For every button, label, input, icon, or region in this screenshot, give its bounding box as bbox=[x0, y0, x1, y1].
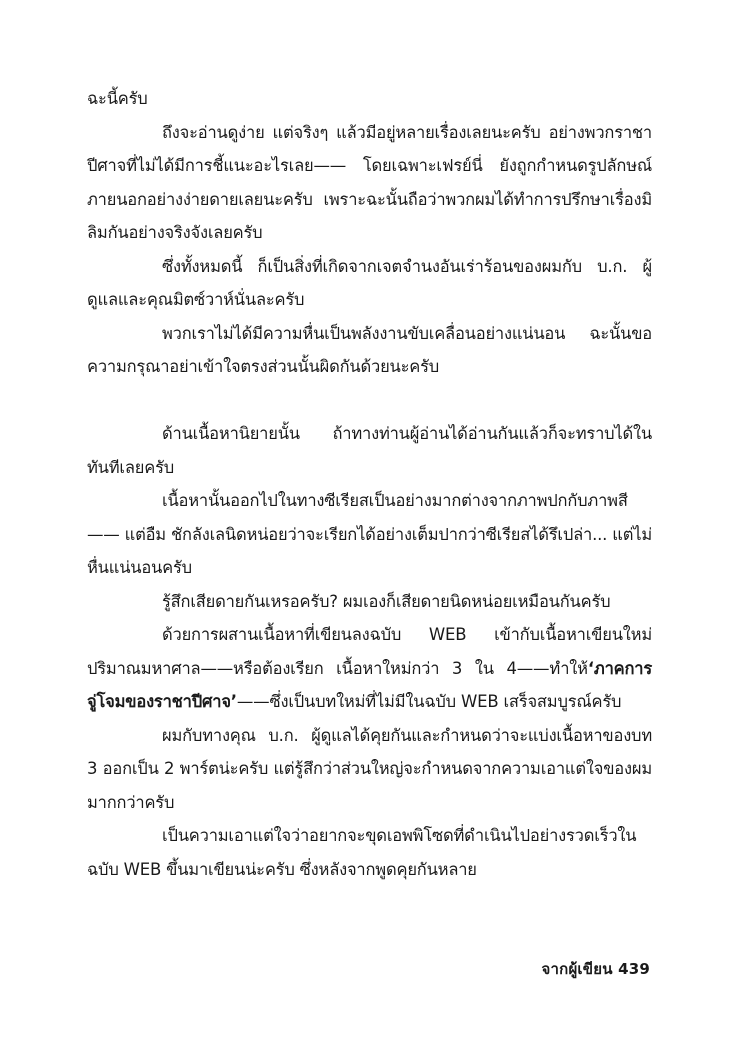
paragraph-part: ——ซึ่งเป็นบทใหม่ที่ไม่มีในฉบับ WEB เสร็จสมบูรณ์ครับ bbox=[236, 692, 622, 711]
paragraph: ฉะนี้ครับ bbox=[87, 89, 148, 108]
paragraph: เนื้อหานั้นออกไปในทางซีเรียสเป็นอย่างมากต่างจากภาพปกกับภาพสี—— แต่อืม ชักลังเลนิดหน่อยว่าจะเรียกได้อย่างเต็มปากว่าซีเรียสได้รึเปล่า... แต่ไม่หื่นแน่นอนครับ bbox=[87, 491, 652, 577]
paragraph: พวกเราไม่ได้มีความหื่นเป็นพลังงานขับเคลื่อนอย่างแน่นอน ฉะนั้นขอความกรุณาอย่าเข้าใจตรงส่วนนั้นผิดกันด้วยนะครับ bbox=[87, 323, 652, 376]
paragraph-with-title bbox=[87, 618, 652, 719]
paragraph: รู้สึกเสียดายกันเหรอครับ? ผมเองก็เสียดายนิดหน่อยเหมือนกันครับ bbox=[162, 591, 611, 611]
paragraph: ถึงจะอ่านดูง่าย แต่จริงๆ แล้วมีอยู่หลายเรื่องเลยนะครับ อย่างพวกราชาปีศาจที่ไม่ได้มีการชี้แนะอะไรเลย—— โดยเฉพาะเฟรย์นี่ ยังถูกกำหนดรูปลักษณ์ภายนอกอย่างง่ายดายเลยนะครับ เพราะฉะนั้นถือว่าพวกผมได้ทำการปรึกษาเรื่องมิลิมกันอย่างจริงจังเลยครับ bbox=[87, 122, 652, 242]
page-footer: จากผู้เขียน 439 bbox=[541, 960, 650, 978]
paragraph: ซึ่งทั้งหมดนี้ ก็เป็นสิ่งที่เกิดจากเจตจำนงอันเร่าร้อนของผมกับ บ.ก. ผู้ดูแลและคุณมิตซ์วาห์นั่นละครับ bbox=[87, 256, 652, 309]
paragraph: ผมกับทางคุณ บ.ก. ผู้ดูแลได้คุยกันและกำหนดว่าจะแบ่งเนื้อหาของบท 3 ออกเป็น 2 พาร์ตน่ะครับ แต่รู้สึกว่าส่วนใหญ่จะกำหนดจากความเอาแต่ใจของผมมากกว่าครับ bbox=[87, 725, 652, 812]
paragraph-gap bbox=[87, 384, 652, 418]
bold-title: ‘ภาคการจู่โจมของราชาปีศาจ’ bbox=[87, 658, 652, 711]
paragraph: เป็นความเอาแต่ใจว่าอยากจะขุดเอพพิโซดที่ดำเนินไปอย่างรวดเร็วในฉบับ WEB ขึ้นมาเขียนน่ะครับ ซึ่งหลังจากพูดคุยกันหลาย bbox=[87, 826, 637, 879]
paragraph-part: ด้วยการผสานเนื้อหาที่เขียนลงฉบับ WEB เข้ากับเนื้อหาเขียนใหม่ปริมาณมหาศาล——หรือต้องเรียก เนื้อหาใหม่กว่า 3 ใน 4——ทำให้ bbox=[87, 625, 652, 678]
paragraph: ด้านเนื้อหานิยายนั้น ถ้าทางท่านผู้อ่านได้อ่านกันแล้วก็จะทราบได้ในทันทีเลยครับ bbox=[87, 424, 652, 477]
body-text bbox=[87, 82, 652, 886]
